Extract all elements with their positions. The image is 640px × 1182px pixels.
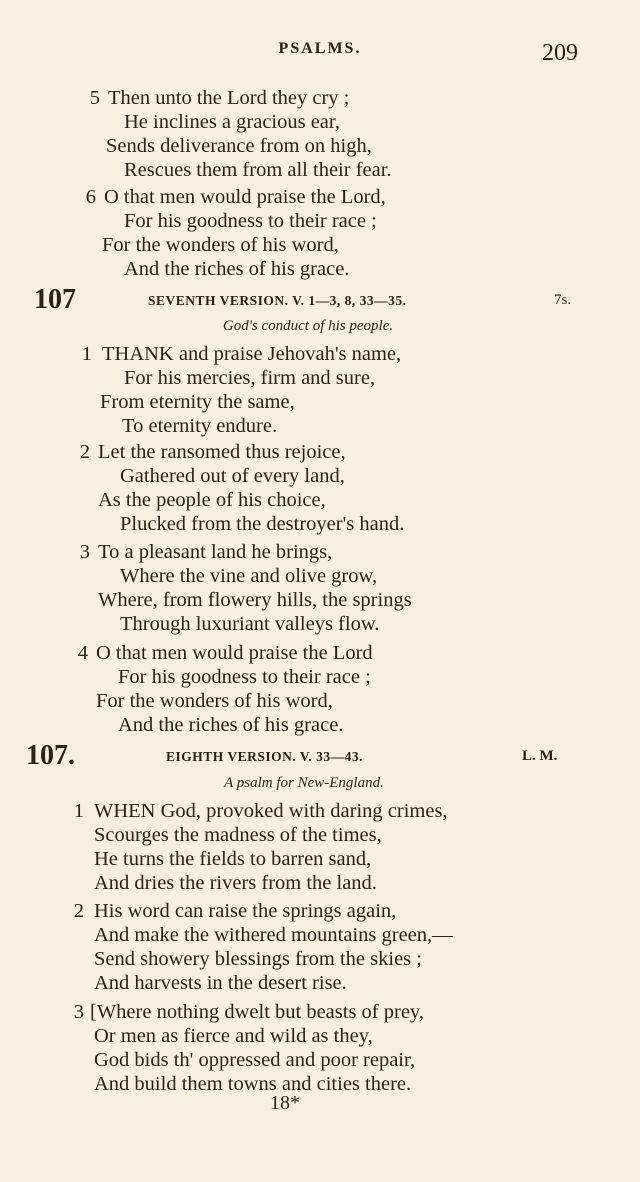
meter-label: L. M. (522, 748, 558, 764)
version-title: EIGHTH VERSION. V. 33—43. (166, 749, 364, 764)
verse-line: He inclines a gracious ear, (124, 111, 341, 133)
verse-line: THANK and praise Jehovah's name, (102, 343, 402, 365)
verse-line: O that men would praise the Lord, (104, 186, 386, 208)
stanza-2 (74, 440, 405, 536)
stanza-number: 1 (73, 800, 84, 822)
stanza-1 (68, 799, 448, 895)
stanza-number: 5 (89, 87, 100, 109)
verse-line: As the people of his choice, (98, 489, 326, 511)
stanza-number: 2 (73, 900, 84, 922)
verse-line: Through luxuriant valleys flow. (120, 613, 380, 635)
verse-line: Scourges the madness of the times, (94, 824, 382, 846)
verse-line: For his mercies, firm and sure, (124, 367, 376, 389)
hymn-subtitle: God's conduct of his people. (222, 318, 394, 334)
verse-line: Send showery blessings from the skies ; (94, 948, 422, 970)
verse-line: To eternity endure. (122, 415, 278, 437)
stanza-number: 2 (79, 441, 90, 463)
stanza-2 (68, 899, 453, 995)
verse-line: Sends deliverance from on high, (106, 135, 372, 157)
verse-line: Gathered out of every land, (120, 465, 345, 487)
verse-line: And make the withered mountains green,— (94, 924, 453, 946)
stanza-4 (72, 641, 373, 737)
stanza-number: 3 (73, 1001, 84, 1023)
verse-line: He turns the fields to barren sand, (94, 848, 372, 870)
stanza-3 (74, 540, 412, 636)
verse-line: Plucked from the destroyer's hand. (120, 513, 405, 535)
psalm-number: 107 (34, 284, 76, 315)
stanza-6 (80, 185, 386, 281)
verse-line: And the riches of his grace. (124, 258, 350, 280)
verse-line: From eternity the same, (100, 391, 295, 413)
verse-line: For the wonders of his word, (96, 690, 333, 712)
verse-line: WHEN God, provoked with daring crimes, (94, 800, 448, 822)
stanza-3 (68, 1000, 424, 1096)
psalm-number: 107. (26, 740, 75, 771)
verse-line: And dries the rivers from the land. (94, 872, 377, 894)
verse-line: Then unto the Lord they cry ; (108, 87, 350, 109)
stanza-number: 6 (85, 186, 96, 208)
stanza-number: 1 (81, 343, 92, 365)
signature-mark: 18* (270, 1092, 300, 1114)
version-title: SEVENTH VERSION. V. 1—3, 8, 33—35. (148, 293, 407, 308)
verse-line: Or men as fierce and wild as they, (94, 1025, 373, 1047)
verse-line: And the riches of his grace. (118, 714, 344, 736)
verse-line: Where the vine and olive grow, (120, 565, 378, 587)
stanza-number: 4 (77, 642, 88, 664)
verse-line: For his goodness to their race ; (118, 666, 371, 688)
verse-line: And build them towns and cities there. (94, 1073, 412, 1095)
verse-line: For the wonders of his word, (102, 234, 339, 256)
page-number: 209 (542, 40, 578, 66)
verse-line: For his goodness to their race ; (124, 210, 377, 232)
stanza-1 (76, 342, 402, 438)
meter-label: 7s. (554, 292, 572, 308)
running-title: PSALMS. (278, 40, 362, 57)
stanza-number: 3 (79, 541, 90, 563)
hymn-subtitle: A psalm for New-England. (224, 775, 384, 791)
stanza-5 (84, 86, 392, 182)
verse-line: Where, from flowery hills, the springs (98, 589, 412, 611)
verse-line: God bids th' oppressed and poor repair, (94, 1049, 416, 1071)
verse-line: His word can raise the springs again, (94, 900, 397, 922)
verse-line: Let the ransomed thus rejoice, (98, 441, 346, 463)
verse-line: Rescues them from all their fear. (124, 159, 392, 181)
verse-line: To a pleasant land he brings, (98, 541, 333, 563)
verse-line: And harvests in the desert rise. (94, 972, 347, 994)
verse-line: O that men would praise the Lord (96, 642, 373, 664)
verse-line: [Where nothing dwelt but beasts of prey, (90, 1001, 424, 1023)
